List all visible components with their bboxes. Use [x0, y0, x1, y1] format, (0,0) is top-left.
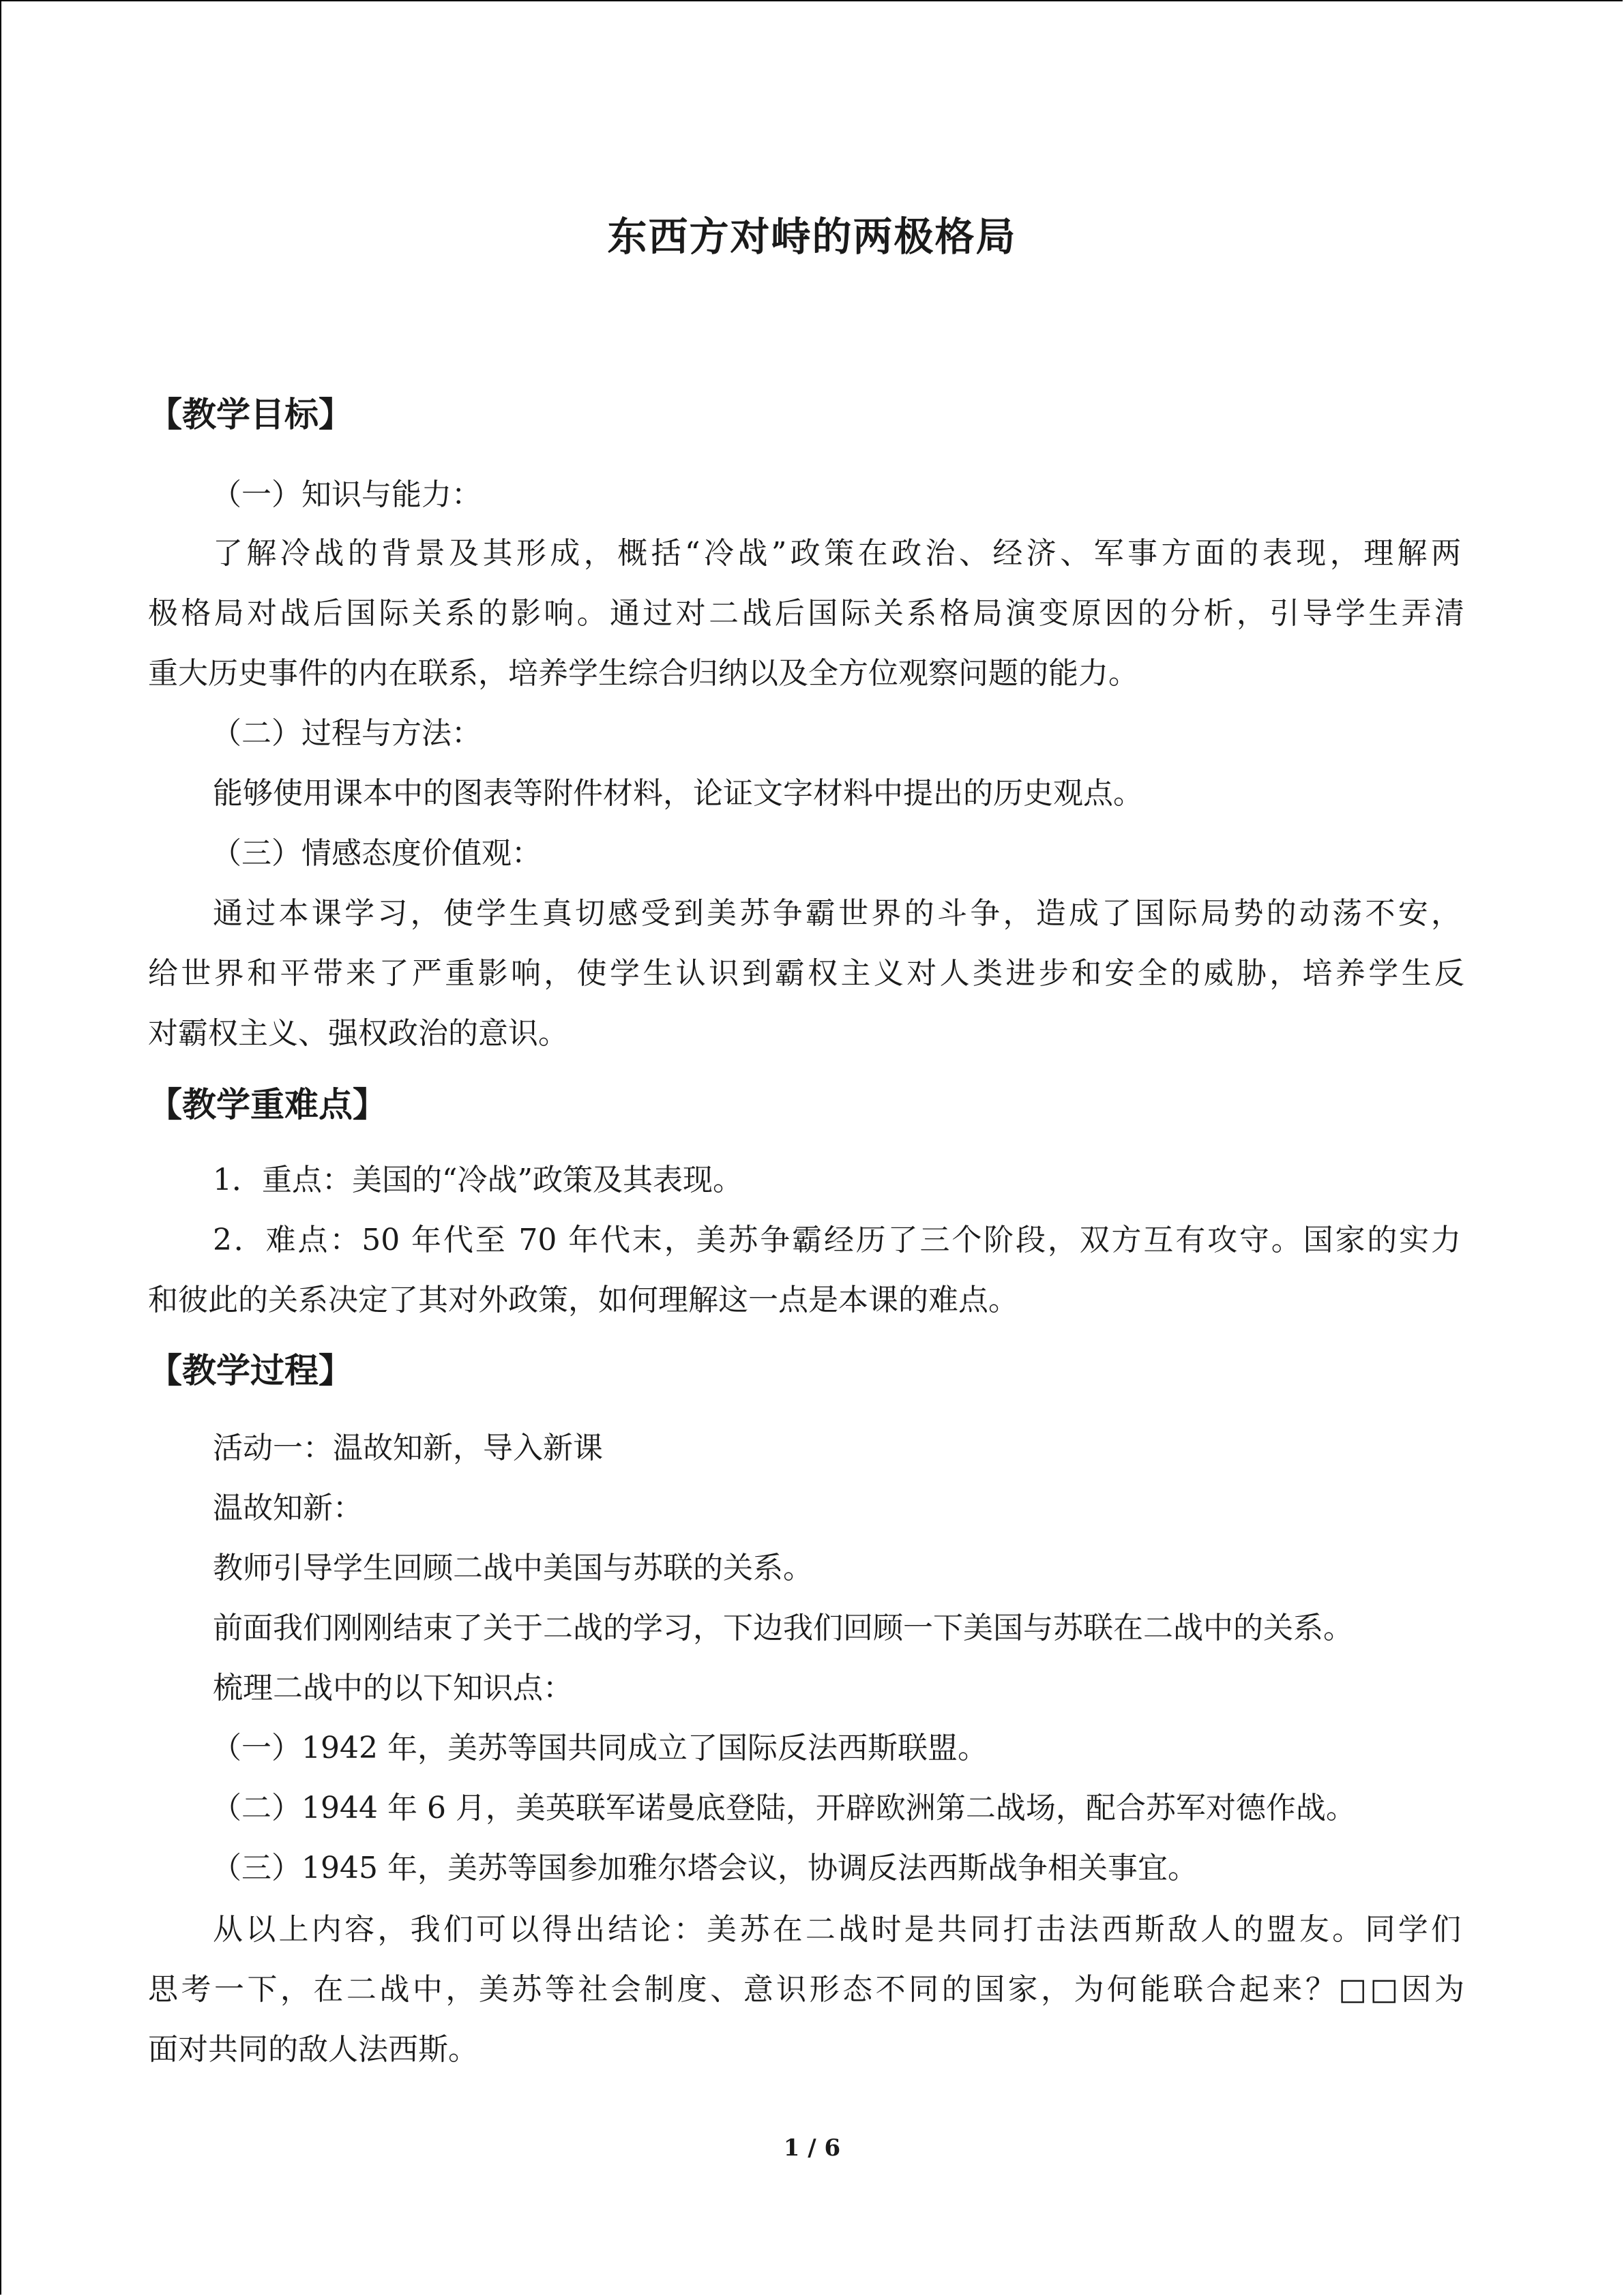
process-line7: （二）1944 年 6 月，美英联军诺曼底登陆，开辟欧洲第二战场，配合苏军对德作战。 — [211, 1791, 1356, 1825]
process-line2: 温故知新： — [213, 1491, 363, 1525]
process-line6: （一）1942 年，美苏等国共同成立了国际反法西斯联盟。 — [211, 1731, 988, 1765]
key-points-p2-line2: 和彼此的关系决定了其对外政策，如何理解这一点是本课的难点。 — [148, 1283, 1018, 1317]
section-heading-process: 【教学过程】 — [148, 1351, 353, 1390]
key-points-p1-line1: 1．重点：美国的“冷战”政策及其表现。 — [213, 1163, 743, 1197]
process-line1: 活动一：温故知新，导入新课 — [213, 1431, 603, 1465]
objectives-p2-line1: 能够使用课本中的图表等附件材料，论证文字材料中提出的历史观点。 — [213, 776, 1143, 811]
process-line10: 思考一下，在二战中，美苏等社会制度、意识形态不同的国家，为何能联合起来？□□因为 — [148, 1972, 1464, 2007]
process-line4: 前面我们刚刚结束了关于二战的学习，下边我们回顾一下美国与苏联在二战中的关系。 — [213, 1611, 1353, 1645]
section-heading-objectives: 【教学目标】 — [148, 395, 353, 434]
objectives-p3-line1: 通过本课学习，使学生真切感受到美苏争霸世界的斗争，造成了国际局势的动荡不安， — [213, 896, 1461, 931]
process-line9: 从以上内容，我们可以得出结论：美苏在二战时是共同打击法西斯敌人的盟友。同学们 — [213, 1912, 1461, 1947]
section-heading-key-points: 【教学重难点】 — [148, 1085, 387, 1124]
page-number: 1 / 6 — [783, 2134, 841, 2162]
process-line5: 梳理二战中的以下知识点： — [213, 1671, 573, 1705]
objectives-p1-line2: 极格局对战后国际关系的影响。通过对二战后国际关系格局演变原因的分析，引导学生弄清 — [148, 596, 1464, 631]
process-line11: 面对共同的敌人法西斯。 — [148, 2032, 478, 2067]
objectives-sub2: （二）过程与方法： — [211, 716, 482, 751]
key-points-p2-line1: 2．难点：50 年代至 70 年代末，美苏争霸经历了三个阶段，双方互有攻守。国家的实力 — [213, 1223, 1461, 1257]
objectives-p3-line2: 给世界和平带来了严重影响，使学生认识到霸权主义对人类进步和安全的威胁，培养学生反 — [148, 956, 1464, 991]
document-title: 东西方对峙的两极格局 — [607, 213, 1017, 260]
objectives-p1-line3: 重大历史事件的内在联系，培养学生综合归纳以及全方位观察问题的能力。 — [148, 656, 1138, 691]
process-line3: 教师引导学生回顾二战中美国与苏联的关系。 — [213, 1551, 813, 1585]
objectives-sub1: （一）知识与能力： — [211, 477, 482, 512]
objectives-p3-line3: 对霸权主义、强权政治的意识。 — [148, 1016, 568, 1051]
objectives-p1-line1: 了解冷战的背景及其形成，概括“冷战”政策在政治、经济、军事方面的表现，理解两 — [213, 536, 1461, 571]
process-line8: （三）1945 年，美苏等国参加雅尔塔会议，协调反法西斯战争相关事宜。 — [211, 1851, 1198, 1885]
objectives-sub3: （三）情感态度价值观： — [211, 836, 542, 871]
